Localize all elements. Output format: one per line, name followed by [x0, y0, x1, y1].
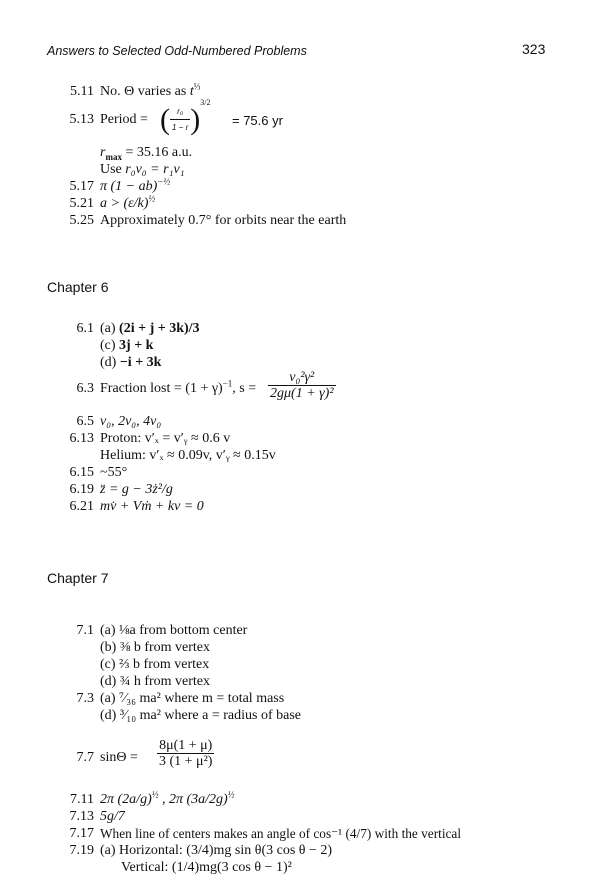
paren-close: )	[190, 102, 201, 136]
answer-text: ~55°	[100, 465, 128, 480]
answer-text	[100, 338, 153, 354]
answer-exponent: −1	[222, 378, 233, 389]
problem-number: 6.19	[69, 482, 94, 497]
answer-text	[100, 789, 235, 808]
answer-text: mv̇ + Vṁ + kv = 0	[100, 499, 204, 514]
answer-text: When line of centers makes an angle of cos⁻¹ (4/7) with the vertical	[100, 826, 462, 841]
answer-label: sinΘ =	[100, 750, 138, 765]
problem-number: 7.19	[69, 843, 94, 858]
answer-exponent: ½	[151, 789, 159, 800]
fraction-numerator: v₀²γ²	[268, 370, 336, 386]
fraction	[157, 738, 214, 770]
answer-text	[100, 321, 200, 337]
answer-var: t	[189, 84, 194, 99]
answer-value: = 35.16 a.u.	[121, 145, 193, 160]
fraction-numerator: 8μ(1 + μ)	[157, 738, 214, 754]
paren-open: (	[160, 102, 170, 136]
answer-text: z̈ = g − 3ż²/g	[100, 482, 173, 497]
answer-value: 3j + k	[119, 338, 154, 353]
answer-text-part: 2π (2a/g)	[100, 792, 152, 807]
answer-exponent: ½	[227, 789, 235, 800]
answer-text	[100, 145, 192, 161]
answer-value: −i + 3k	[119, 355, 162, 370]
fraction-denominator: 2gμ(1 + γ)²	[270, 386, 334, 401]
answer-text-part: a > (ε/k)	[100, 196, 149, 211]
fraction	[268, 370, 336, 402]
answer-text: (a) Horizontal: (3/4)mg sin θ(3 cos θ − 2)	[100, 843, 333, 858]
answer-text: (c) ⅔ b from vertex	[100, 657, 210, 672]
page-number: 323	[522, 41, 546, 57]
answer-text: v₀, 2v₀, 4v₀	[100, 414, 162, 429]
answer-text: Helium: v′ₓ ≈ 0.09v, v′ᵧ ≈ 0.15v	[100, 448, 276, 463]
answer-exponent: ½	[148, 193, 156, 204]
problem-number: 7.3	[76, 691, 94, 706]
answer-text: (d) ³⁄₁₀ ma² where a = radius of base	[100, 708, 301, 723]
fraction	[170, 104, 190, 136]
period-fraction	[160, 98, 211, 136]
answer-part-label: (a)	[100, 321, 120, 336]
answer-value: (2i + j + 3k)/3	[119, 321, 200, 336]
answer-text: (d) ¾ h from vertex	[100, 674, 211, 689]
fraction-denominator: 1 − r	[172, 122, 189, 132]
answer-text	[100, 378, 257, 397]
answer-text	[100, 355, 161, 371]
problem-number: 7.13	[69, 809, 94, 824]
answer-part-label: (d)	[100, 355, 120, 370]
answer-equation: r₀v₀ = r₁v₁	[125, 162, 185, 177]
answer-text-part: π (1 − ab)	[100, 179, 158, 194]
problem-number: 5.11	[70, 84, 94, 99]
answer-exponent: −½	[157, 176, 171, 187]
problem-number: 6.13	[69, 431, 94, 446]
problem-number: 5.13	[69, 112, 94, 127]
chapter-heading: Chapter 6	[47, 279, 109, 295]
answer-7-7	[0, 740, 595, 776]
problem-number: 6.5	[76, 414, 94, 429]
answer-text	[100, 176, 171, 195]
answer-text: Proton: v′ₓ = v′ᵧ ≈ 0.6 v	[100, 431, 231, 446]
answer-text-part: Fraction lost = (1 + γ)	[100, 381, 223, 396]
problem-number: 7.1	[76, 623, 94, 638]
fraction-denominator: 3 (1 + μ²)	[159, 754, 213, 769]
answer-var: r	[100, 145, 106, 160]
answer-6-3	[0, 370, 595, 412]
answer-text-part: Use	[100, 162, 126, 177]
problem-number: 5.17	[69, 179, 94, 194]
problem-number: 5.21	[69, 196, 94, 211]
answer-text: Approximately 0.7° for orbits near the earth	[100, 213, 347, 228]
answer-subscript: max	[105, 151, 122, 162]
answer-text	[100, 162, 185, 178]
answer-exponent: 3/2	[200, 98, 211, 107]
problem-number: 6.21	[69, 499, 94, 514]
fraction-numerator: r₀	[170, 104, 190, 120]
problem-number: 7.11	[70, 792, 94, 807]
problem-number: 7.17	[69, 826, 94, 841]
answer-text: (a) ⅛a from bottom center	[100, 623, 248, 638]
answer-exponent: ⅓	[193, 81, 201, 92]
answer-text: Vertical: (1/4)mg(3 cos θ − 1)²	[121, 860, 292, 875]
problem-number: 6.3	[76, 381, 94, 396]
answer-part-label: (c)	[100, 338, 120, 353]
chapter-heading: Chapter 7	[47, 570, 109, 586]
answer-result: = 75.6 yr	[232, 113, 283, 128]
answer-text: (a) ⁷⁄₃₆ ma² where m = total mass	[100, 691, 285, 706]
answer-5-13	[0, 98, 595, 136]
answer-text-part: , 2π (3a/2g)	[158, 792, 228, 807]
problem-number: 6.15	[69, 465, 94, 480]
answer-text: (b) ⅜ b from vertex	[100, 640, 211, 655]
answer-text-part: , s =	[232, 381, 257, 396]
answer-text	[100, 193, 156, 212]
problem-number: 5.25	[69, 213, 94, 228]
answer-text: 5g/7	[100, 809, 125, 824]
answer-label: Period =	[100, 112, 148, 127]
running-header-title: Answers to Selected Odd-Numbered Problems	[47, 44, 307, 58]
answer-text-part: No. Θ varies as	[100, 84, 190, 99]
answer-text	[100, 81, 201, 100]
problem-number: 7.7	[76, 750, 94, 765]
problem-number: 6.1	[76, 321, 94, 336]
